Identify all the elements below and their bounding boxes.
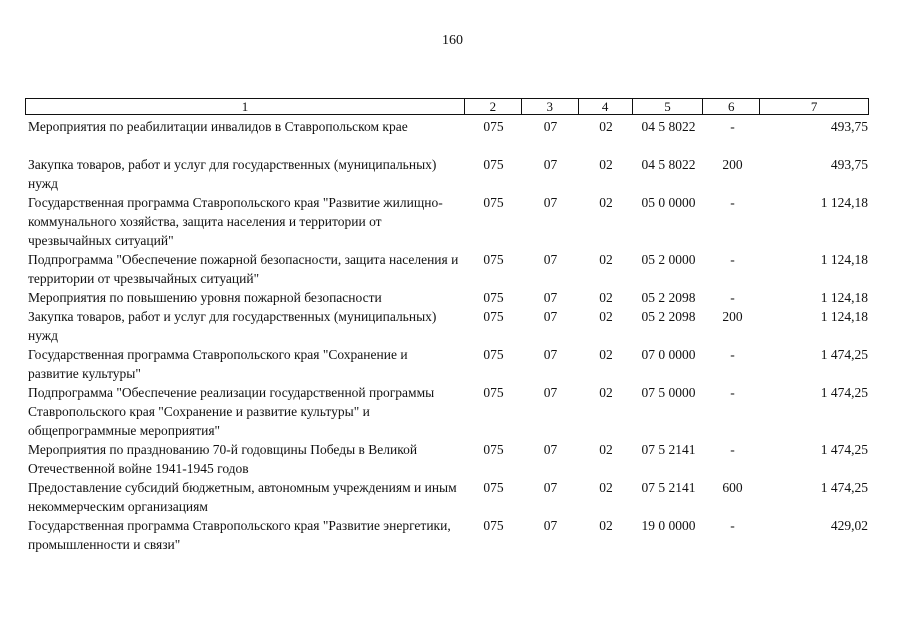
row-code-cell: 075: [483, 309, 504, 324]
row-name-cell: Предоставление субсидий бюджетным, автономным учреждениям и иным некоммерческим организациям: [28, 480, 457, 514]
row-amount-cell: 429,02: [830, 518, 868, 533]
column-header-7: 7: [810, 99, 818, 114]
row-target-article-cell: 07 5 2141: [641, 480, 696, 495]
row-code-cell: 075: [483, 385, 504, 400]
row-name-cell: Закупка товаров, работ и услуг для государственных (муниципальных) нужд: [28, 309, 437, 343]
row-code-cell: 075: [483, 480, 504, 495]
row-expense-type-cell: -: [730, 347, 735, 362]
table-row: [28, 288, 868, 307]
row-amount-cell: 1 474,25: [820, 480, 868, 495]
column-header-5: 5: [633, 99, 704, 114]
column-header-2: 2: [465, 99, 522, 114]
row-amount-cell: 493,75: [830, 119, 868, 134]
row-section-cell: 07: [543, 480, 558, 495]
row-expense-type-cell: -: [730, 385, 735, 400]
row-section-cell: 07: [543, 157, 558, 172]
table-row: [28, 345, 868, 383]
table-row: [28, 383, 868, 440]
row-subsection-cell: 02: [599, 309, 613, 324]
row-name-cell: Государственная программа Ставропольского края "Развитие энергетики, промышленности и связи": [28, 518, 451, 552]
row-name-cell: Мероприятия по празднованию 70-й годовщины Победы в Великой Отечественной войне 1941-1945 годов: [28, 442, 418, 476]
row-amount-cell: 1 474,25: [820, 385, 868, 400]
row-expense-type-cell: 200: [722, 157, 743, 172]
row-section-cell: 07: [543, 195, 558, 210]
row-target-article-cell: 05 2 2098: [641, 290, 696, 305]
row-name-cell: Государственная программа Ставропольского края "Сохранение и развитие культуры": [28, 347, 408, 381]
row-name-cell: Подпрограмма "Обеспечение реализации государственной программы Ставропольского края "Сохранение и развитие культуры" и общепрограммные мероприятия": [28, 385, 435, 438]
row-code-cell: 075: [483, 157, 504, 172]
row-section-cell: 07: [543, 347, 558, 362]
row-expense-type-cell: -: [730, 252, 735, 267]
row-subsection-cell: 02: [599, 480, 613, 495]
row-code-cell: 075: [483, 347, 504, 362]
row-amount-cell: 493,75: [830, 157, 868, 172]
row-target-article-cell: 19 0 0000: [641, 518, 696, 533]
row-name-cell: Мероприятия по повышению уровня пожарной безопасности: [28, 290, 382, 305]
row-target-article-cell: 04 5 8022: [641, 157, 696, 172]
row-section-cell: 07: [543, 119, 558, 134]
row-amount-cell: 1 124,18: [820, 252, 868, 267]
table-row: [28, 117, 868, 155]
row-code-cell: 075: [483, 290, 504, 305]
row-section-cell: 07: [543, 518, 558, 533]
row-subsection-cell: 02: [599, 385, 613, 400]
row-target-article-cell: 07 5 2141: [641, 442, 696, 457]
row-section-cell: 07: [543, 442, 558, 457]
row-target-article-cell: 04 5 8022: [641, 119, 696, 134]
table-row: [28, 440, 868, 478]
row-subsection-cell: 02: [599, 347, 613, 362]
row-section-cell: 07: [543, 385, 558, 400]
row-code-cell: 075: [483, 518, 504, 533]
row-expense-type-cell: -: [730, 518, 735, 533]
row-expense-type-cell: -: [730, 290, 735, 305]
row-subsection-cell: 02: [599, 252, 613, 267]
row-code-cell: 075: [483, 252, 504, 267]
table-row: [28, 516, 868, 554]
row-amount-cell: 1 474,25: [820, 347, 868, 362]
row-subsection-cell: 02: [599, 119, 613, 134]
row-expense-type-cell: -: [730, 119, 735, 134]
column-header-4: 4: [579, 99, 633, 114]
row-code-cell: 075: [483, 442, 504, 457]
table-row: [28, 155, 868, 193]
row-subsection-cell: 02: [599, 442, 613, 457]
row-section-cell: 07: [543, 309, 558, 324]
column-header-3: 3: [522, 99, 579, 114]
row-name-cell: Подпрограмма "Обеспечение пожарной безопасности, защита населения и территории от чрезвычайных ситуаций": [28, 252, 459, 286]
row-target-article-cell: 05 2 2098: [641, 309, 696, 324]
column-header-1: 1: [26, 99, 465, 114]
table-row: [28, 193, 868, 250]
row-section-cell: 07: [543, 290, 558, 305]
row-subsection-cell: 02: [599, 157, 613, 172]
row-amount-cell: 1 124,18: [820, 309, 868, 324]
row-name-cell: Государственная программа Ставропольского края "Развитие жилищно-коммунального хозяйства, защита населения и территории от чрезвычайных ситуаций": [28, 195, 443, 248]
row-amount-cell: 1 474,25: [820, 442, 868, 457]
row-target-article-cell: 07 0 0000: [641, 347, 696, 362]
column-header-6: 6: [703, 99, 760, 114]
row-expense-type-cell: -: [730, 442, 735, 457]
row-target-article-cell: 07 5 0000: [641, 385, 696, 400]
row-name-cell: Закупка товаров, работ и услуг для государственных (муниципальных) нужд: [28, 157, 437, 191]
table-header-row: [25, 98, 869, 115]
row-subsection-cell: 02: [599, 518, 613, 533]
row-amount-cell: 1 124,18: [820, 290, 868, 305]
row-expense-type-cell: -: [730, 195, 735, 210]
row-amount-cell: 1 124,18: [820, 195, 868, 210]
page-number: 160: [442, 33, 463, 48]
row-code-cell: 075: [483, 119, 504, 134]
row-target-article-cell: 05 2 0000: [641, 252, 696, 267]
table-row: [28, 307, 868, 345]
row-code-cell: 075: [483, 195, 504, 210]
row-name-cell: Мероприятия по реабилитации инвалидов в Ставропольском крае: [28, 119, 408, 134]
row-target-article-cell: 05 0 0000: [641, 195, 696, 210]
row-section-cell: 07: [543, 252, 558, 267]
row-subsection-cell: 02: [599, 195, 613, 210]
table-row: [28, 250, 868, 288]
row-subsection-cell: 02: [599, 290, 613, 305]
row-expense-type-cell: 600: [722, 480, 743, 495]
row-expense-type-cell: 200: [722, 309, 743, 324]
table-body: [28, 117, 868, 554]
table-row: [28, 478, 868, 516]
